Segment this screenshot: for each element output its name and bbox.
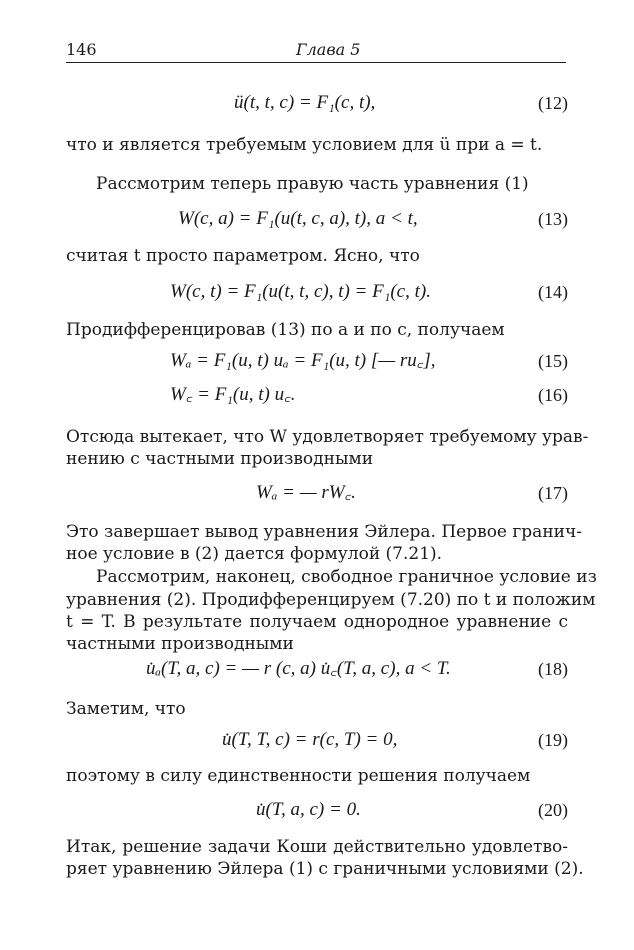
text-line: Отсюда вытекает, что W удовлетворяет требуемому урав- (66, 427, 589, 447)
formula-15: Wₐ = F₁(u, t) uₐ = F₁(u, t) [— ru꜀], (170, 350, 436, 371)
formula-12: ü(t, t, c) = F₁(c, t), (234, 92, 376, 113)
text-line: Продифференцировав (13) по a и по c, получаем (66, 320, 505, 340)
text-line: t = T. В результате получаем однородное уравнение с (66, 612, 568, 632)
formula-19: u̇(T, T, c) = r(c, T) = 0, (222, 729, 398, 750)
equation-number-13: (13) (538, 209, 568, 229)
header-rule (66, 62, 566, 63)
equation-number-19: (19) (538, 730, 568, 750)
formula-16: W꜀ = F₁(u, t) u꜀. (170, 384, 296, 405)
equation-number-17: (17) (538, 483, 568, 503)
equation-number-12: (12) (538, 93, 568, 113)
text-line: Рассмотрим, наконец, свободное граничное условие из (96, 567, 597, 587)
text-line: уравнения (2). Продифференцируем (7.20) по t и положим (66, 590, 596, 610)
equation-number-20: (20) (538, 800, 568, 820)
text-line: Это завершает вывод уравнения Эйлера. Первое гранич- (66, 522, 582, 542)
text-line: Итак, решение задачи Коши действительно удовлетво- (66, 837, 568, 857)
text-line: Заметим, что (66, 699, 186, 719)
equation-number-16: (16) (538, 385, 568, 405)
text-line: частными производными (66, 634, 294, 654)
text-line: поэтому в силу единственности решения получаем (66, 766, 531, 786)
formula-13: W(c, a) = F₁(u(t, c, a), t), a < t, (178, 208, 418, 229)
equation-number-14: (14) (538, 282, 568, 302)
equation-number-18: (18) (538, 659, 568, 679)
text-line: нению с частными производными (66, 449, 374, 469)
equation-number-15: (15) (538, 351, 568, 371)
page-number: 146 (66, 40, 97, 59)
page-header (66, 40, 566, 62)
formula-17: Wₐ = — rW꜀. (256, 482, 356, 503)
formula-14: W(c, t) = F₁(u(t, t, c), t) = F₁(c, t). (170, 281, 431, 302)
text-line: что и является требуемым условием для ü при a = t. (66, 135, 543, 155)
formula-20: u̇(T, a, c) = 0. (256, 799, 361, 820)
formula-18: u̇ₐ(T, a, c) = — r (c, a) u̇꜀(T, a, c), a < T. (146, 658, 451, 679)
chapter-title: Глава 5 (296, 40, 361, 59)
text-line: Рассмотрим теперь правую часть уравнения (1) (96, 174, 529, 194)
text-line: считая t просто параметром. Ясно, что (66, 246, 420, 266)
text-line: ное условие в (2) дается формулой (7.21). (66, 544, 443, 564)
text-line: ряет уравнению Эйлера (1) с граничными условиями (2). (66, 859, 584, 879)
